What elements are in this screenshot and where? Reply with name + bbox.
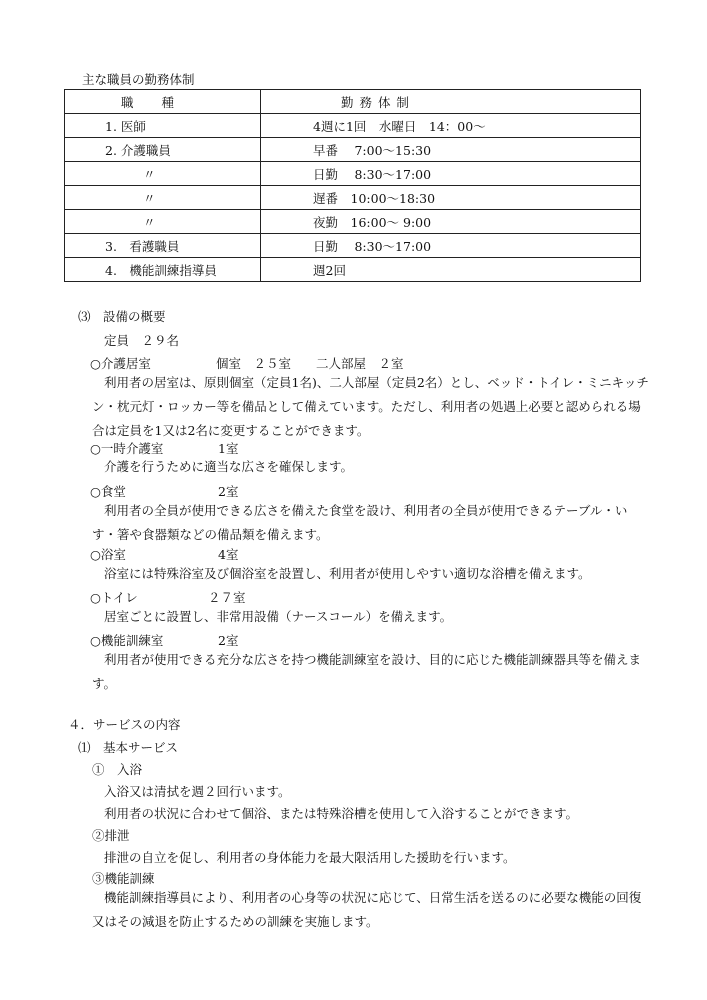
bath-description: 浴室には特殊浴室及び個浴室を設置し、利用者が使用しやすい適切な浴槽を備えます。 (104, 566, 591, 581)
role-cell: 1. 医師 (65, 114, 261, 138)
bath-count: 4室 (218, 547, 239, 562)
table-row (65, 186, 641, 210)
dining-count: 2室 (218, 484, 239, 499)
basic-services-heading: ⑴ 基本サービス (78, 740, 179, 755)
toilet-description: 居室ごとに設置し、非常用設備（ナースコール）を備えます。 (104, 609, 453, 624)
schedule-cell: 日勤 8:30～17:00 (261, 162, 641, 186)
care-room-detail: 個室 ２５室 二人部屋 ２室 (216, 356, 404, 371)
header-schedule: 勤 務 体 制 (261, 90, 641, 114)
table-row (65, 162, 641, 186)
table-header-row (65, 90, 641, 114)
table-row (65, 138, 641, 162)
excretion-label: ②排泄 (92, 828, 130, 843)
table-row (65, 234, 641, 258)
schedule-cell: 夜勤 16:00～ 9:00 (261, 210, 641, 234)
ditto-mark: 〃 (65, 186, 261, 210)
staffing-caption: 主な職員の勤務体制 (82, 72, 195, 87)
table-row (65, 258, 641, 282)
role-cell: 3. 看護職員 (65, 234, 261, 258)
training-room-label: ○機能訓練室 (90, 633, 164, 648)
schedule-cell: 週2回 (261, 258, 641, 282)
bathing-line-2: 利用者の状況に合わせて個浴、または特殊浴槽を使用して入浴することができます。 (104, 806, 579, 821)
training-room-count: 2室 (218, 633, 239, 648)
facilities-heading: ⑶ 設備の概要 (78, 309, 166, 324)
staffing-table (64, 89, 641, 282)
training-room-description: 利用者が使用できる充分な広さを持つ機能訓練室を設け、目的に応じた機能訓練器具等を備えます。 (92, 652, 642, 691)
capacity-text: 定員 ２９名 (104, 333, 180, 348)
schedule-cell: 4週に1回 水曜日 14：00～ (261, 114, 641, 138)
bathing-label: ① 入浴 (92, 762, 143, 777)
schedule-cell: 日勤 8:30～17:00 (261, 234, 641, 258)
toilet-label: ○トイレ (90, 590, 138, 605)
temp-room-count: 1室 (218, 441, 239, 456)
care-room-description: 利用者の居室は、原則個室（定員1名)、二人部屋（定員2名）とし、ベッド・トイレ・ミニキッチン・枕元灯・ロッカー等を備品として備えています。ただし、利用者の処遇上必要と認められる場合は定員を1又は2名に変更することができます。 (92, 375, 649, 438)
schedule-cell: 早番 7:00～15:30 (261, 138, 641, 162)
bath-label: ○浴室 (90, 547, 126, 562)
bathing-line-1: 入浴又は清拭を週２回行います。 (104, 784, 291, 799)
function-training-description: 機能訓練指導員により、利用者の心身等の状況に応じて、日常生活を送るのに必要な機能の回復又はその減退を防止するための訓練を実施します。 (92, 890, 642, 929)
function-training-label: ③機能訓練 (92, 871, 155, 886)
table-row (65, 114, 641, 138)
schedule-cell: 遅番 10:00～18:30 (261, 186, 641, 210)
table-row (65, 210, 641, 234)
dining-label: ○食堂 (90, 484, 126, 499)
role-cell: 2. 介護職員 (65, 138, 261, 162)
services-heading: ４．サービスの内容 (68, 717, 181, 732)
temp-room-description: 介護を行うために適当な広さを確保します。 (104, 459, 354, 474)
role-cell: 4. 機能訓練指導員 (65, 258, 261, 282)
excretion-line-1: 排泄の自立を促し、利用者の身体能力を最大限活用した援助を行います。 (104, 850, 516, 865)
care-room-label: ○介護居室 (90, 356, 151, 371)
header-role: 職 種 (65, 90, 261, 114)
toilet-count: ２７室 (208, 590, 246, 605)
dining-description: 利用者の全員が使用できる広さを備えた食堂を設け、利用者の全員が使用できるテーブル・いす・箸や食器類などの備品類を備えます。 (92, 503, 628, 542)
ditto-mark: 〃 (65, 162, 261, 186)
temp-room-label: ○一時介護室 (90, 441, 164, 456)
ditto-mark: 〃 (65, 210, 261, 234)
